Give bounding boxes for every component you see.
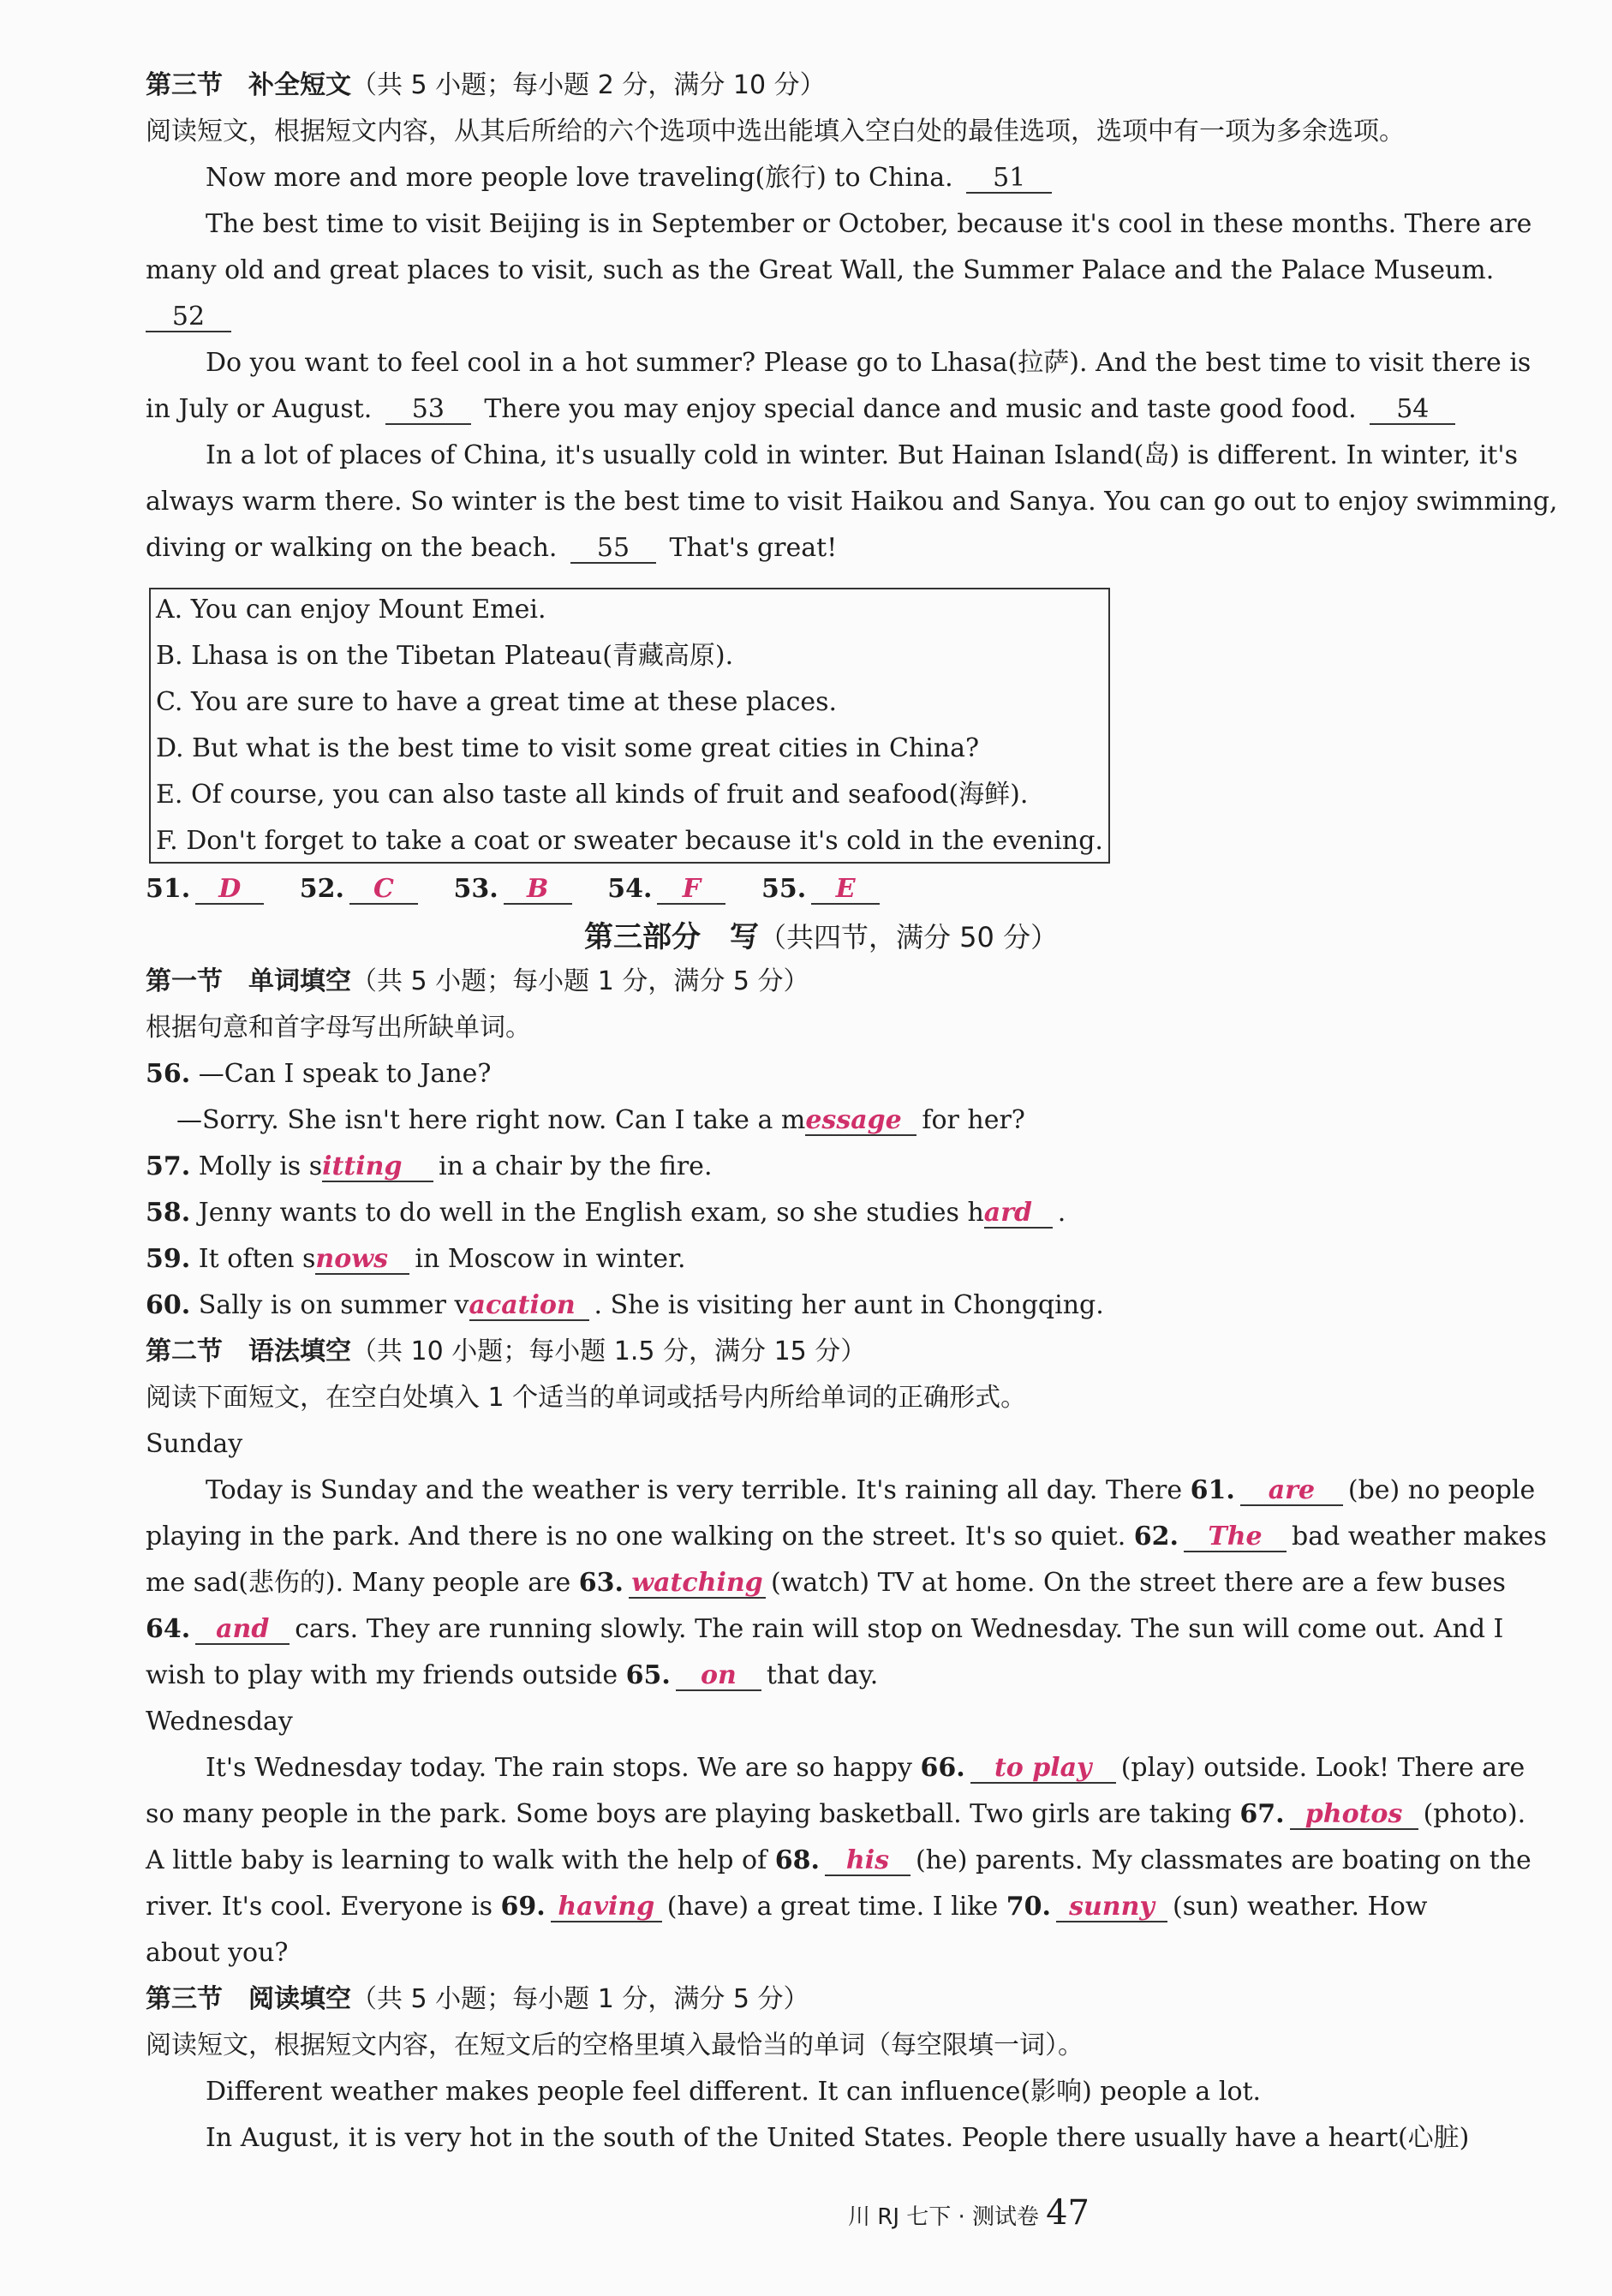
option-f: F. Don't forget to take a coat or sweater because it's cold in the evening.: [156, 826, 1103, 856]
answer-56[interactable]: essage: [805, 1107, 916, 1136]
passage-line: Do you want to feel cool in a hot summer? Please go to Lhasa(拉萨). And the best time to visit there is: [206, 348, 1531, 378]
answer-52[interactable]: C: [349, 876, 418, 905]
answer-63[interactable]: watching: [629, 1570, 766, 1599]
question-number: 58.: [146, 1198, 191, 1228]
question-text: It often s: [198, 1244, 316, 1274]
passage-text: (have) a great time. I like: [666, 1892, 999, 1922]
reading-line: In August, it is very hot in the south of the United States. People there usually have a heart(心脏): [206, 2123, 1470, 2153]
passage-line: [206, 161, 1057, 195]
passage-text: so many people in the park. Some boys are playing basketball. Two girls are taking: [146, 1799, 1232, 1829]
question-text: . She is visiting her aunt in Chongqing.: [594, 1290, 1104, 1320]
section-3-heading: [146, 69, 826, 103]
passage-text: (he) parents. My classmates are boating on the: [915, 1845, 1531, 1875]
sub-section-3-scoring: （共 5 小题；每小题 1 分，满分 5 分）: [351, 1984, 809, 2014]
passage-text: It's Wednesday today. The rain stops. We are so happy: [206, 1753, 912, 1783]
answer-62[interactable]: The: [1184, 1523, 1287, 1552]
sub-section-3-title: 第三节 阅读填空: [146, 1984, 351, 2014]
passage-text: wish to play with my friends outside: [146, 1660, 618, 1690]
passage-line: always warm there. So winter is the best time to visit Haikou and Sanya. You can go out to enjoy swimming,: [146, 487, 1558, 517]
question-text: Sally is on summer v: [198, 1290, 469, 1320]
answer-65[interactable]: on: [676, 1662, 761, 1691]
passage-text: A little baby is learning to walk with the help of: [146, 1845, 767, 1875]
section-3-title: 第三节 补全短文: [146, 70, 351, 100]
passage-line: [146, 531, 837, 565]
grammar-line: about you?: [146, 1938, 289, 1968]
question-text: in a chair by the fire.: [439, 1151, 713, 1181]
question-59: [146, 1242, 686, 1277]
grammar-line: [146, 1612, 1503, 1647]
question-number: 56.: [146, 1059, 191, 1089]
question-number: 65.: [625, 1660, 671, 1690]
passage-text: There you may enjoy special dance and music and taste good food.: [484, 394, 1357, 424]
sub-section-2-instructions: 阅读下面短文，在空白处填入 1 个适当的单词或括号内所给单词的正确形式。: [146, 1383, 1027, 1413]
passage-line: many old and great places to visit, such as the Great Wall, the Summer Palace and the Palace Museum.: [146, 255, 1495, 285]
question-number: 59.: [146, 1244, 191, 1274]
option-b: B. Lhasa is on the Tibetan Plateau(青藏高原).: [156, 641, 734, 671]
grammar-line: [146, 1520, 1547, 1554]
question-text: Jenny wants to do well in the English exam, so she studies h: [198, 1198, 984, 1228]
answer-60[interactable]: acation: [469, 1292, 589, 1321]
sub-section-1-instructions: 根据句意和首字母写出所缺单词。: [146, 1013, 531, 1043]
answer-number: 55.: [761, 874, 807, 904]
passage-text: diving or walking on the beach.: [146, 533, 558, 563]
grammar-line: [146, 1844, 1531, 1878]
answer-row: [146, 872, 885, 906]
passage-text: (play) outside. Look! There are: [1120, 1753, 1525, 1783]
option-d: D. But what is the best time to visit some great cities in China?: [156, 733, 980, 763]
question-56: [146, 1057, 492, 1091]
question-number: 69.: [500, 1892, 546, 1922]
answer-70[interactable]: sunny: [1056, 1893, 1167, 1922]
question-number: 64.: [146, 1614, 191, 1644]
question-text: —Sorry. She isn't here right now. Can I take a m: [176, 1105, 806, 1135]
question-57: [146, 1150, 712, 1184]
answer-59[interactable]: nows: [315, 1246, 409, 1275]
blank-55[interactable]: 55: [570, 535, 656, 564]
question-text: .: [1057, 1198, 1066, 1228]
question-text: Molly is s: [198, 1151, 323, 1181]
answer-number: 51.: [146, 874, 191, 904]
sub-section-2-title: 第二节 语法填空: [146, 1336, 351, 1366]
answer-68[interactable]: his: [825, 1847, 910, 1876]
grammar-line: [206, 1474, 1535, 1508]
sub-section-2-scoring: （共 10 小题；每小题 1.5 分，满分 15 分）: [351, 1336, 867, 1366]
answer-61[interactable]: are: [1240, 1477, 1343, 1506]
question-number: 60.: [146, 1290, 191, 1320]
passage-subtitle-sunday: Sunday: [146, 1429, 243, 1459]
answer-51[interactable]: D: [195, 876, 264, 905]
answer-number: 54.: [607, 874, 653, 904]
answer-53[interactable]: B: [504, 876, 572, 905]
question-number: 68.: [774, 1845, 820, 1875]
passage-text: river. It's cool. Everyone is: [146, 1892, 493, 1922]
part-3-heading: [584, 913, 1058, 955]
blank-52[interactable]: 52: [146, 303, 231, 332]
question-text: —Can I speak to Jane?: [198, 1059, 492, 1089]
passage-text: That's great!: [669, 533, 838, 563]
sub-section-3-instructions: 阅读短文，根据短文内容，在短文后的空格里填入最恰当的单词（每空限填一词）。: [146, 2030, 1084, 2060]
page-number: 47: [1046, 2193, 1090, 2233]
question-text: in Moscow in winter.: [415, 1244, 686, 1274]
question-56-reply: [176, 1103, 1025, 1138]
blank-51[interactable]: 51: [966, 164, 1052, 194]
sub-section-2-heading: [146, 1335, 866, 1369]
grammar-line: [206, 1751, 1525, 1785]
passage-text: Now more and more people love traveling(旅行) to China.: [206, 163, 953, 193]
answer-64[interactable]: and: [195, 1616, 290, 1645]
answer-66[interactable]: to play: [970, 1755, 1116, 1784]
grammar-line: [146, 1566, 1506, 1600]
answer-55[interactable]: E: [811, 876, 880, 905]
answer-number: 53.: [453, 874, 499, 904]
grammar-line: [146, 1797, 1525, 1832]
blank-54[interactable]: 54: [1370, 396, 1455, 425]
passage-subtitle-wednesday: Wednesday: [146, 1707, 293, 1737]
question-text: for her?: [922, 1105, 1025, 1135]
sub-section-1-heading: [146, 965, 809, 999]
passage-text: me sad(悲伤的). Many people are: [146, 1568, 571, 1598]
footer-label: 川 RJ 七下 · 测试卷: [848, 2204, 1040, 2230]
passage-text: Today is Sunday and the weather is very terrible. It's raining all day. There: [206, 1475, 1183, 1505]
section-3-instructions: 阅读短文，根据短文内容，从其后所给的六个选项中选出能填入空白处的最佳选项，选项中有一项为多余选项。: [146, 117, 1405, 146]
passage-text: (photo).: [1423, 1799, 1526, 1829]
passage-text: playing in the park. And there is no one walking on the street. It's so quiet.: [146, 1522, 1126, 1552]
question-number: 63.: [578, 1568, 624, 1598]
reading-line: Different weather makes people feel different. It can influence(影响) people a lot.: [206, 2077, 1262, 2107]
passage-line: [146, 300, 236, 334]
passage-line: The best time to visit Beijing is in September or October, because it's cool in these months. There are: [206, 209, 1532, 239]
question-60: [146, 1289, 1104, 1323]
part-3-title: 第三部分 写: [584, 920, 759, 954]
part-3-scoring: （共四节，满分 50 分）: [759, 921, 1059, 954]
passage-text: in July or August.: [146, 394, 373, 424]
answer-number: 52.: [299, 874, 344, 904]
passage-text: cars. They are running slowly. The rain will stop on Wednesday. The sun will come out. And I: [295, 1614, 1504, 1644]
question-number: 66.: [920, 1753, 965, 1783]
option-a: A. You can enjoy Mount Emei.: [156, 595, 546, 625]
sub-section-3-heading: [146, 1982, 809, 2017]
passage-text: (watch) TV at home. On the street there are a few buses: [770, 1568, 1506, 1598]
answer-67[interactable]: photos: [1290, 1801, 1418, 1830]
answer-69[interactable]: having: [551, 1893, 662, 1922]
passage-line: In a lot of places of China, it's usually cold in winter. But Hainan Island(岛) is different. In winter, it's: [206, 440, 1519, 470]
answer-54[interactable]: F: [657, 876, 725, 905]
passage-line: [146, 392, 1460, 427]
options-box: [149, 588, 1110, 864]
grammar-line: [146, 1659, 878, 1693]
sub-section-1-title: 第一节 单词填空: [146, 966, 351, 996]
answer-58[interactable]: ard: [984, 1199, 1053, 1229]
question-number: 57.: [146, 1151, 191, 1181]
blank-53[interactable]: 53: [385, 396, 471, 425]
question-number: 67.: [1239, 1799, 1285, 1829]
option-c: C. You are sure to have a great time at these places.: [156, 687, 838, 717]
grammar-line: [146, 1890, 1427, 1924]
passage-text: (sun) weather. How: [1172, 1892, 1428, 1922]
sub-section-1-scoring: （共 5 小题；每小题 1 分，满分 5 分）: [351, 966, 809, 996]
question-number: 70.: [1006, 1892, 1051, 1922]
section-3-scoring: （共 5 小题；每小题 2 分，满分 10 分）: [351, 70, 826, 100]
passage-text: that day.: [766, 1660, 879, 1690]
page-footer: [848, 2193, 1090, 2233]
question-58: [146, 1196, 1066, 1230]
passage-text: bad weather makes: [1292, 1522, 1547, 1552]
question-number: 61.: [1190, 1475, 1235, 1505]
question-number: 62.: [1133, 1522, 1179, 1552]
passage-text: (be) no people: [1347, 1475, 1536, 1505]
option-e: E. Of course, you can also taste all kinds of fruit and seafood(海鲜).: [156, 780, 1029, 810]
answer-57[interactable]: itting: [322, 1153, 433, 1182]
